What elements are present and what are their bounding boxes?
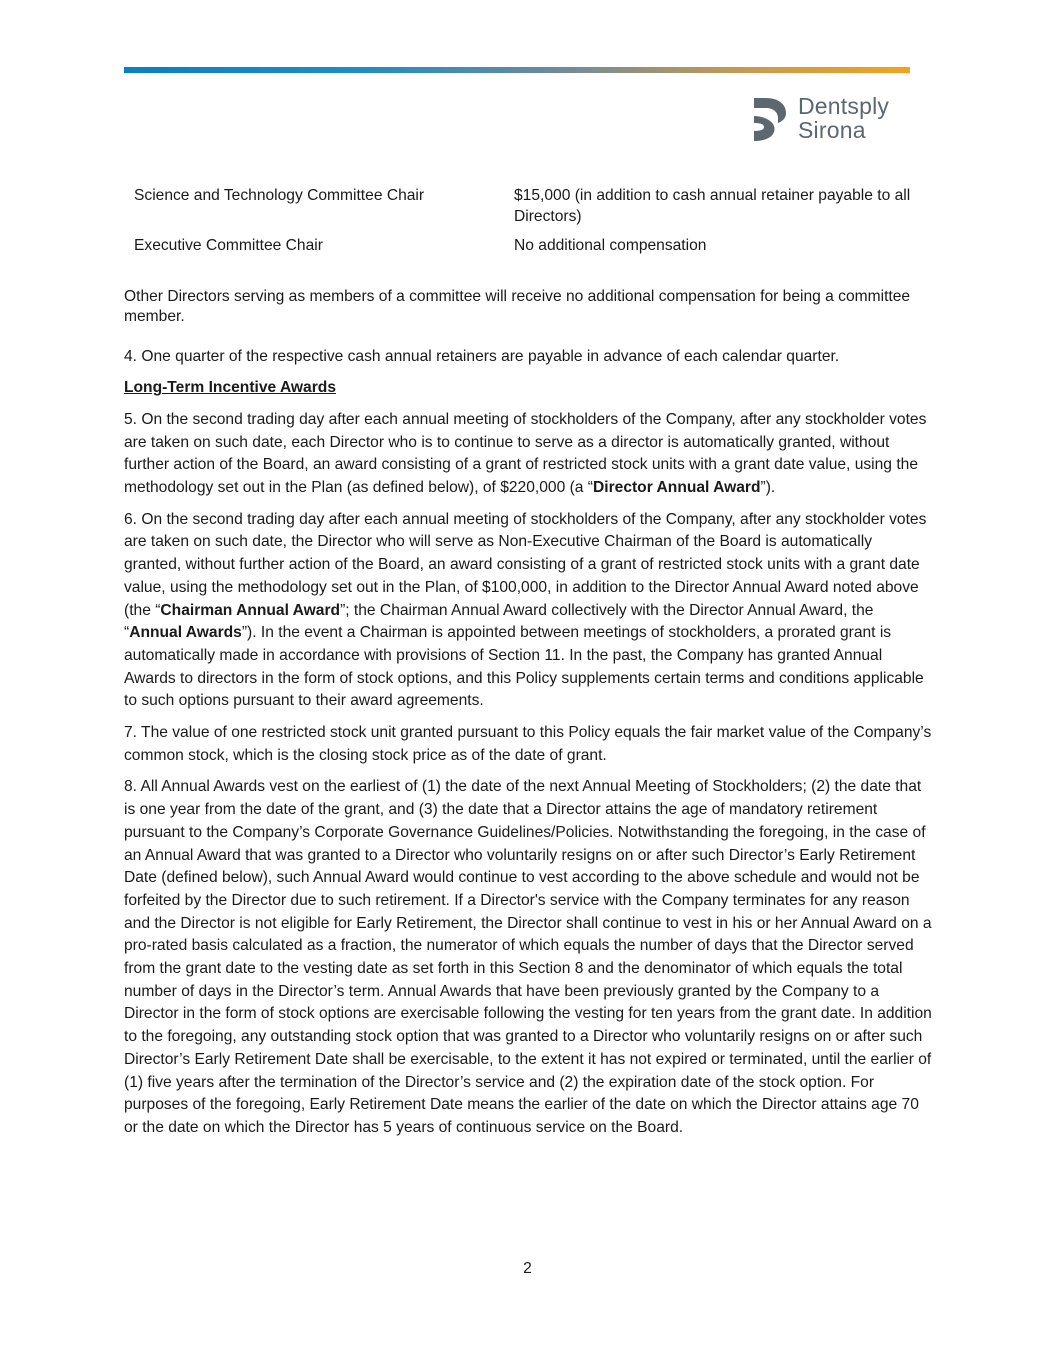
table-cell-compensation: No additional compensation <box>514 237 707 254</box>
paragraph-7: 7. The value of one restricted stock unit granted pursuant to this Policy equals the fair market value of the Company’s common stock, which is the closing stock price as of the date of grant. <box>124 724 932 764</box>
paragraph-6-text-b: ”; the Chairman Annual Award collectively with the Director Annual Award, the “ <box>124 601 874 642</box>
brand-line-2: Sirona <box>798 117 866 143</box>
paragraph-6 <box>124 509 932 713</box>
brand-line-1: Dentsply <box>798 93 890 119</box>
table-cell-role: Science and Technology Committee Chair <box>134 187 425 204</box>
document-body <box>124 186 932 1140</box>
paragraph-6-bold-term-2: Annual Awards <box>129 624 242 642</box>
paragraph-6-text-a: 6. On the second trading day after each annual meeting of stockholders of the Company, after any stockholder votes are taken on such date, the Director who will serve as Non-Executive Chairman of the Board is automatically granted, without further action of the Board, an award consisting of a grant of restricted stock units with a grant date value, using the methodology set out in the Plan, of $100,000, in addition to the Director Annual Award noted above (the “ <box>124 510 927 619</box>
brand-wordmark <box>798 94 889 142</box>
company-logo <box>752 93 912 144</box>
header-color-bar <box>124 67 910 73</box>
paragraph-5-text-a: 5. On the second trading day after each annual meeting of stockholders of the Company, after any stockholder votes are taken on such date, each Director who is to continue to serve as a director is automatically granted, without further action of the Board, an award consisting of a grant of restricted stock units with a grant date value, using the methodology set out in the Plan (as defined below), of $220,000 (a “ <box>124 410 927 497</box>
paragraph-other-directors: Other Directors serving as members of a committee will receive no additional compensation for being a committee member. <box>124 287 911 325</box>
paragraph-5 <box>124 409 932 500</box>
dentsply-sirona-logo-icon <box>752 96 788 142</box>
paragraph-8: 8. All Annual Awards vest on the earliest of (1) the date of the next Annual Meeting of Stockholders; (2) the date that is one year from the date of the grant, and (3) the date that a Director attains the age of mandatory retirement pursuant to the Company’s Corporate Governance Guidelines/Policies. Notwithstanding the foregoing, in the case of an Annual Award that was granted to a Director who voluntarily resigns on or after such Director’s Early Retirement Date (defined below), such Annual Award would continue to vest according to the above schedule and would not be forfeited by the Director due to such retirement. If a Director's service with the Company terminates for any reason and the Director is not eligible for Early Retirement, the Director shall continue to vest in his or her Annual Award on a pro-rated basis calculated as a fraction, the numerator of which equals the number of days that the Director served from the grant date to the vesting date as set forth in this Section 8 and the denominator of which equals the total number of days in the Director’s term. Annual Awards that have been previously granted by the Company to a Director in the form of stock options are exercisable following the vesting for ten years from the grant date. In addition to the foregoing, any outstanding stock option that was granted to a Director who voluntarily resigns on or after such Director’s Early Retirement Date shall be exercisable, to the extent it has not expired or terminated, until the earlier of (1) five years after the termination of the Director’s service and (2) the expiration date of the stock option. For purposes of the foregoing, Early Retirement Date means the earlier of the date on which the Director attains age 70 or the date on which the Director has 5 years of continuous service on the Board. <box>124 778 932 1136</box>
page-number: 2 <box>523 1260 532 1277</box>
paragraph-6-text-c: ”). In the event a Chairman is appointed between meetings of stockholders, a prorated grant is automatically made in accordance with provisions of Section 11. In the past, the Company has granted Annual Awards to directors in the form of stock options, and this Policy supplements certain terms and conditions applicable to such options pursuant to their award agreements. <box>124 624 924 710</box>
paragraph-5-bold-term: Director Annual Award <box>592 479 761 497</box>
paragraph-4: 4. One quarter of the respective cash annual retainers are payable in advance of each calendar quarter. <box>124 347 840 365</box>
table-cell-role: Executive Committee Chair <box>134 237 323 254</box>
section-heading: Long-Term Incentive Awards <box>124 379 336 397</box>
paragraph-6-bold-term-1: Chairman Annual Award <box>160 601 341 619</box>
committee-compensation-table <box>124 186 932 257</box>
paragraph-5-text-b: ”). <box>760 479 776 497</box>
table-cell-compensation: $15,000 (in addition to cash annual retainer payable to all Directors) <box>514 187 911 225</box>
table-row <box>124 236 932 257</box>
table-row <box>124 186 932 236</box>
